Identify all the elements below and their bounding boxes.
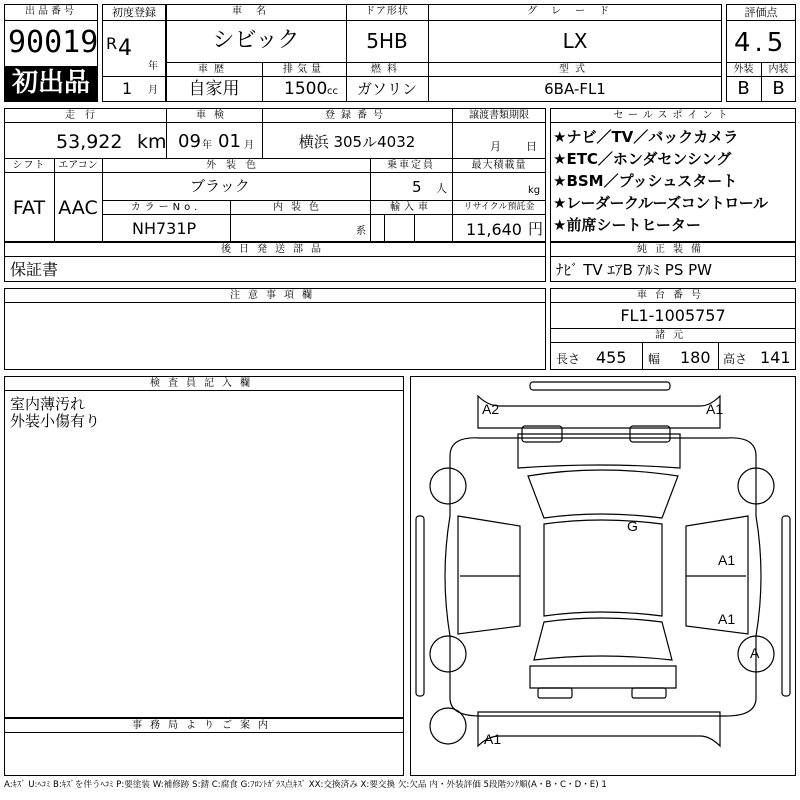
spare-wheel [430, 708, 466, 744]
front-bumper [478, 396, 720, 428]
car-name-header: 車名 [232, 6, 280, 17]
later-parts-value: 保証書 [10, 260, 59, 279]
damage-mark-a2-front-left: A2 [482, 401, 500, 417]
score-header: 評価点 [744, 6, 778, 19]
right-side [686, 516, 748, 634]
rear-window [534, 618, 672, 660]
sales-point-2: ★ETC／ホンダセンシング [553, 150, 732, 168]
reg-month: 1 [122, 79, 133, 98]
recycle-unit: 円 [528, 220, 544, 238]
lot-number: 90019 [8, 25, 99, 60]
height-label: 高さ [723, 352, 748, 366]
mileage-header: 走行 [65, 110, 105, 121]
max-load-header: 最大積載量 [471, 160, 527, 171]
door-type: 5HB [366, 29, 408, 53]
score-value: 4.5 [734, 28, 788, 58]
capacity-unit: 人 [436, 182, 447, 195]
sales-point-3: ★BSM／プッシュスタート [553, 172, 738, 190]
later-parts-header: 後日発送部品 [221, 244, 329, 255]
mileage-value: 53,922 [56, 131, 123, 153]
damage-mark-a-right-rear-wheel: A [750, 645, 760, 661]
roof [544, 520, 662, 616]
capacity-header: 乗車定員 [387, 160, 435, 171]
registration-header: 初度登録 [112, 6, 156, 19]
wheel-rear-left [430, 636, 466, 672]
interior-color-header: 内装色 [273, 202, 327, 213]
sales-point-1: ★ナビ／TV／バックカメラ [553, 128, 739, 146]
aircon-value: AAC [58, 197, 98, 219]
max-load-unit: kg [528, 185, 541, 196]
shift-value: FAT [12, 197, 46, 219]
damage-mark-a1-front-right: A1 [706, 401, 724, 417]
damage-mark-g-windshield: G [627, 518, 638, 534]
sales-point-4: ★レーダークルーズコントロール [553, 194, 768, 212]
reg-era: R [106, 34, 118, 53]
color-no-header: カラーNo. [130, 202, 202, 213]
body-outline [445, 438, 761, 716]
car-name: シビック [212, 28, 300, 53]
rear-bumper [478, 712, 720, 746]
trunk [530, 666, 676, 688]
displacement-unit: cc [327, 86, 338, 97]
taillight-right [632, 688, 666, 698]
hood [518, 434, 680, 468]
roof-trim-top [530, 382, 670, 390]
chassis-value: FL1-1005757 [620, 306, 726, 325]
details-box [4, 108, 546, 242]
chassis-header: 車台番号 [637, 290, 709, 301]
inspection-header: 車検 [196, 110, 232, 121]
import-header: 輸入車 [390, 202, 432, 213]
exterior-color-value: ブラック [190, 177, 250, 195]
inspection-year-unit: 年 [202, 140, 212, 151]
capacity-value: 5 [412, 178, 422, 196]
transfer-month-unit: 月 [490, 140, 501, 153]
notes-header: 注意事項欄 [230, 290, 320, 301]
inspection-month-unit: 月 [244, 140, 254, 151]
inspection-year: 09 [178, 131, 201, 152]
int-header: 内装 [768, 64, 789, 75]
history-header: 車歴 [198, 64, 230, 75]
mileage-unit: km [137, 131, 167, 153]
ext-header: 外装 [733, 64, 754, 75]
damage-mark-a1-right-rear-door: A1 [718, 611, 736, 627]
width-label: 幅 [648, 352, 661, 366]
inspector-note-1: 室内薄汚れ [10, 395, 86, 413]
grade: LX [562, 29, 588, 53]
recycle-header: リサイクル預託金 [463, 202, 535, 212]
lot-header: 出品番号 [25, 6, 77, 17]
reg-year-unit: 年 [148, 61, 158, 72]
left-side [458, 516, 520, 634]
door-header: ドア形状 [365, 6, 409, 17]
taillight-left [538, 688, 572, 698]
equipment-header: 純正装備 [637, 244, 709, 255]
inspection-month: 01 [218, 131, 241, 152]
displacement-header: 排気量 [283, 64, 325, 75]
aircon-header: エアコン [58, 160, 98, 171]
transfer-day-unit: 日 [526, 140, 537, 153]
plate-header: 登録番号 [325, 110, 389, 121]
reg-month-unit: 月 [148, 85, 158, 96]
dims-header: 諸元 [655, 330, 691, 341]
recycle-value: 11,640 [466, 220, 522, 239]
width-value: 180 [680, 348, 711, 367]
fuel-header: 燃料 [371, 64, 403, 75]
damage-mark-a1-right-front-door: A1 [718, 552, 736, 568]
sales-point-5: ★前席シートヒーター [553, 216, 701, 234]
legend: A:ｷｽﾞ U:ﾍｺﾐ B:ｷｽﾞを伴うﾍｺﾐ P:要塗装 W:補修跡 S:錆 C:腐食 G:ﾌﾛﾝﾄｶﾞﾗｽ点ｷｽﾞ XX:交換済み X:要交換 欠:欠品 内・外装評価 5段階ﾗﾝｸ順(A・B・C・D・E) 1 [4, 780, 607, 790]
wheel-front-left [430, 468, 466, 504]
shift-header: シフト [12, 160, 46, 171]
transfer-header: 譲渡書類期限 [469, 110, 529, 121]
height-value: 141 [760, 348, 791, 367]
damage-mark-a1-rear-bumper: A1 [484, 731, 502, 747]
inspector-note-2: 外装小傷有り [10, 412, 101, 430]
history-value: 自家用 [188, 79, 240, 99]
length-value: 455 [596, 348, 627, 367]
reg-year: 4 [118, 36, 132, 61]
car-diagram [410, 376, 796, 776]
exterior-color-header: 外装色 [206, 160, 266, 171]
office-header: 事務局よりご案内 [132, 720, 276, 731]
displacement-value: 1500 [284, 79, 328, 99]
interior-color-unit: 系 [356, 226, 366, 237]
model-header: 型式 [559, 64, 591, 75]
inspector-header: 検査員記入欄 [150, 378, 258, 389]
sales-points-header: セールスポイント [613, 110, 733, 121]
grade-header: グレード [527, 6, 623, 17]
color-no-value: NH731P [132, 219, 197, 238]
equipment-value: ﾅﾋﾞ TV ｴｱB ｱﾙﾐ PS PW [556, 261, 712, 279]
ext-score: B [737, 78, 750, 99]
fuel-value: ガソリン [356, 80, 417, 98]
first-listing-badge: 初出品 [5, 66, 97, 101]
int-score: B [772, 78, 785, 99]
plate-value: 横浜 305ル4032 [298, 133, 416, 151]
windshield [528, 470, 678, 518]
length-label: 長さ [556, 352, 581, 366]
model-value: 6BA-FL1 [544, 80, 606, 98]
